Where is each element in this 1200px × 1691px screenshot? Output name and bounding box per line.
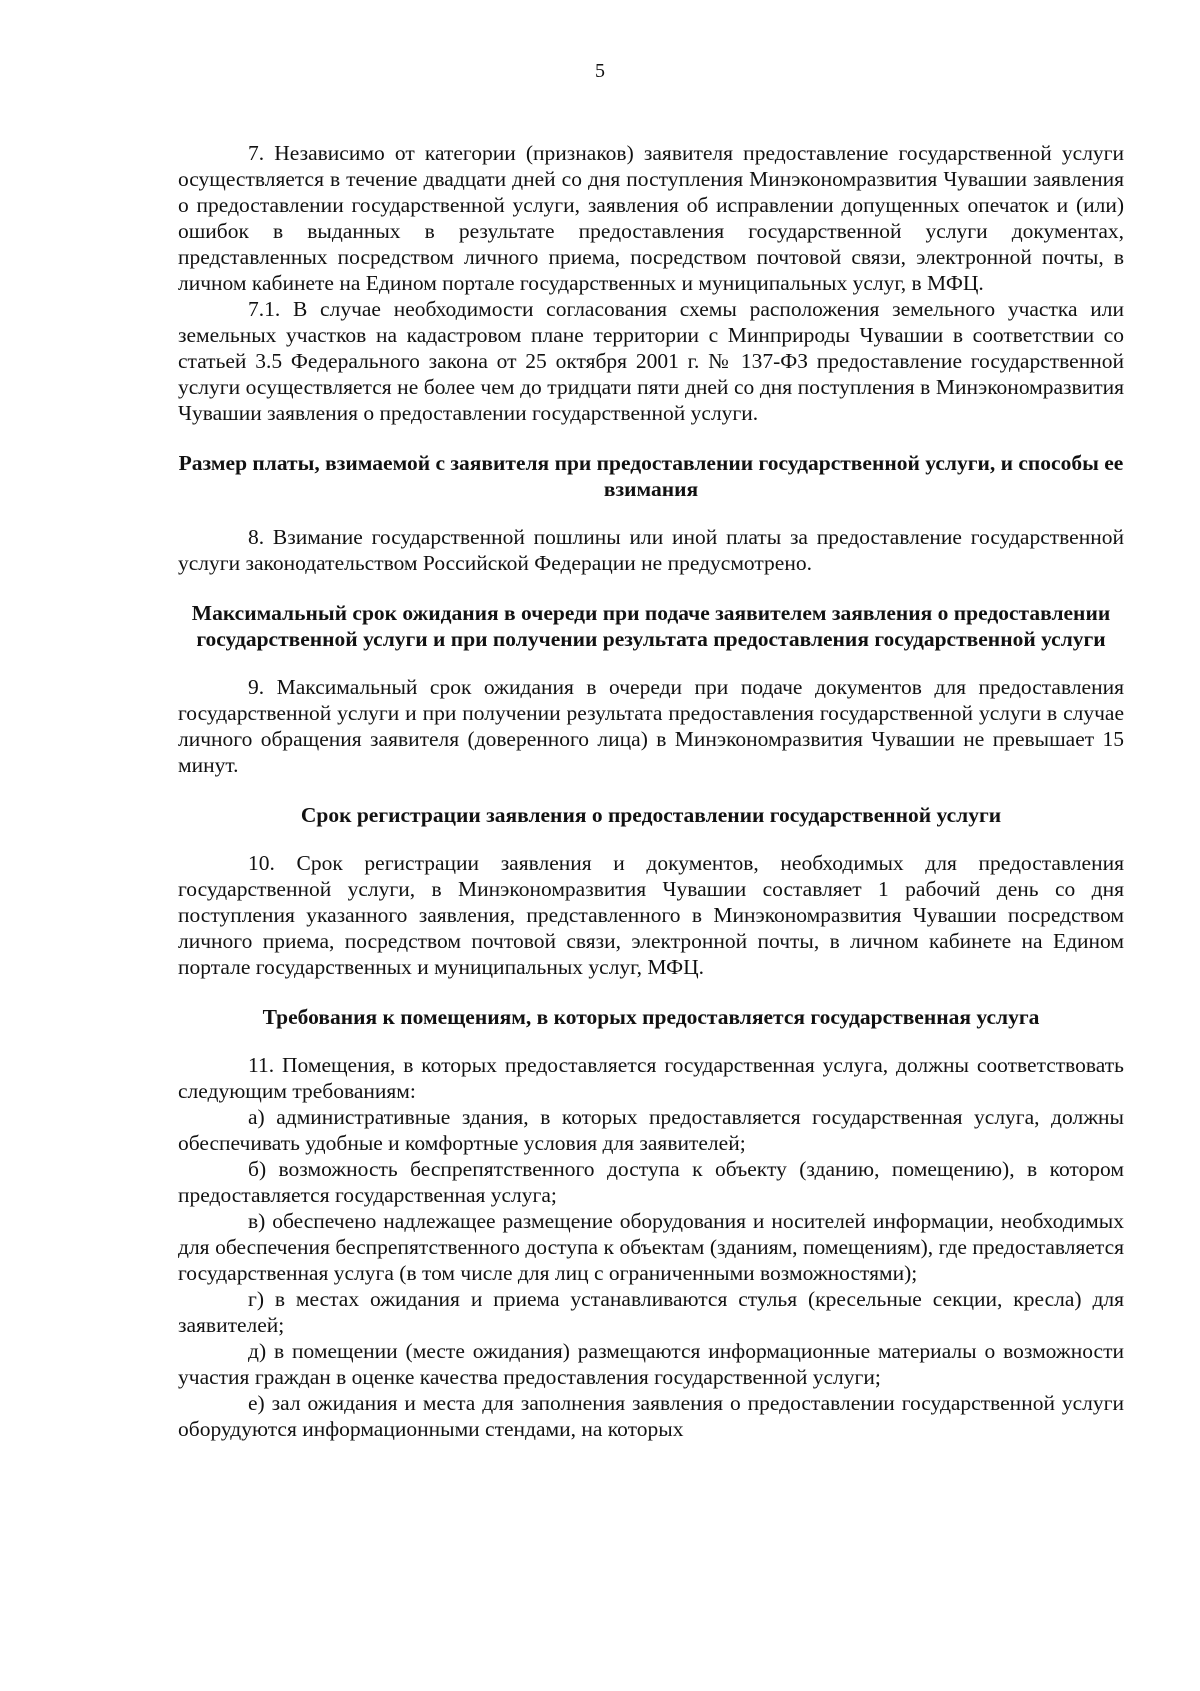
page-number: 5 [595,60,605,82]
paragraph-7-1: 7.1. В случае необходимости согласования схемы расположения земельного участка или земельных участков на кадастровом плане территории с Минприроды Чувашии в соответствии со статьей 3.5 Федерального закона от 25 октября 2001 г. № 137-ФЗ предоставление государственной услуги осуществляется не более чем до тридцати пяти дней со дня поступления в Минэкономразвития Чувашии заявления о предоставлении государственной услуги. [178,297,1124,425]
heading-queue-time: Максимальный срок ожидания в очереди при подаче заявителем заявления о предоставлении государственной услуги и при получении результата предоставления государственной услуги [191,601,1111,651]
list-item-v: в) обеспечено надлежащее размещение оборудования и носителей информации, необходимых для обеспечения беспрепятственного доступа к объектам (зданиям, помещениям), где предоставляется государственная услуга (в том числе для лиц с ограниченными возможностями); [178,1209,1124,1285]
paragraph-10: 10. Срок регистрации заявления и документов, необходимых для предоставления государственной услуги, в Минэкономразвития Чувашии составляет 1 рабочий день со дня поступления указанного заявления, представленного в Минэкономразвития Чувашии посредством личного приема, посредством почтовой связи, электронной почты, в личном кабинете на Едином портале государственных и муниципальных услуг, МФЦ. [178,851,1124,979]
list-item-b: б) возможность беспрепятственного доступа к объекту (зданию, помещению), в котором предоставляется государственная услуга; [178,1157,1124,1207]
list-item-a: а) административные здания, в которых предоставляется государственная услуга, должны обеспечивать удобные и комфортные условия для заявителей; [178,1105,1124,1155]
heading-registration-term: Срок регистрации заявления о предоставлении государственной услуги [300,803,1002,827]
heading-payment: Размер платы, взимаемой с заявителя при предоставлении государственной услуги, и способы ее взимания [178,451,1124,501]
list-item-g: г) в местах ожидания и приема устанавливаются стулья (кресельные секции, кресла) для заявителей; [178,1287,1124,1337]
paragraph-8: 8. Взимание государственной пошлины или иной платы за предоставление государственной услуги законодательством Российской Федерации не предусмотрено. [178,525,1124,575]
document-body [178,140,1124,1442]
list-item-e: е) зал ожидания и места для заполнения заявления о предоставлении государственной услуги оборудуются информационными стендами, на которых [178,1391,1124,1441]
paragraph-11: 11. Помещения, в которых предоставляется государственная услуга, должны соответствовать следующим требованиям: [178,1053,1124,1103]
paragraph-9: 9. Максимальный срок ожидания в очереди при подаче документов для предоставления государственной услуги и при получении результата предоставления государственной услуги в случае личного обращения заявителя (доверенного лица) в Минэкономразвития Чувашии не превышает 15 минут. [178,675,1124,777]
paragraph-7: 7. Независимо от категории (признаков) заявителя предоставление государственной услуги осуществляется в течение двадцати дней со дня поступления Минэкономразвития Чувашии заявления о предоставлении государственной услуги, заявления об исправлении допущенных опечаток и (или) ошибок в выданных в результате предоставления государственной услуги документах, представленных посредством личного приема, посредством почтовой связи, электронной почты, в личном кабинете на Едином портале государственных и муниципальных услуг, в МФЦ. [178,141,1124,295]
heading-premises-requirements: Требования к помещениям, в которых предоставляется государственная услуга [262,1005,1040,1029]
list-item-d: д) в помещении (месте ожидания) размещаются информационные материалы о возможности участия граждан в оценке качества предоставления государственной услуги; [178,1339,1124,1389]
